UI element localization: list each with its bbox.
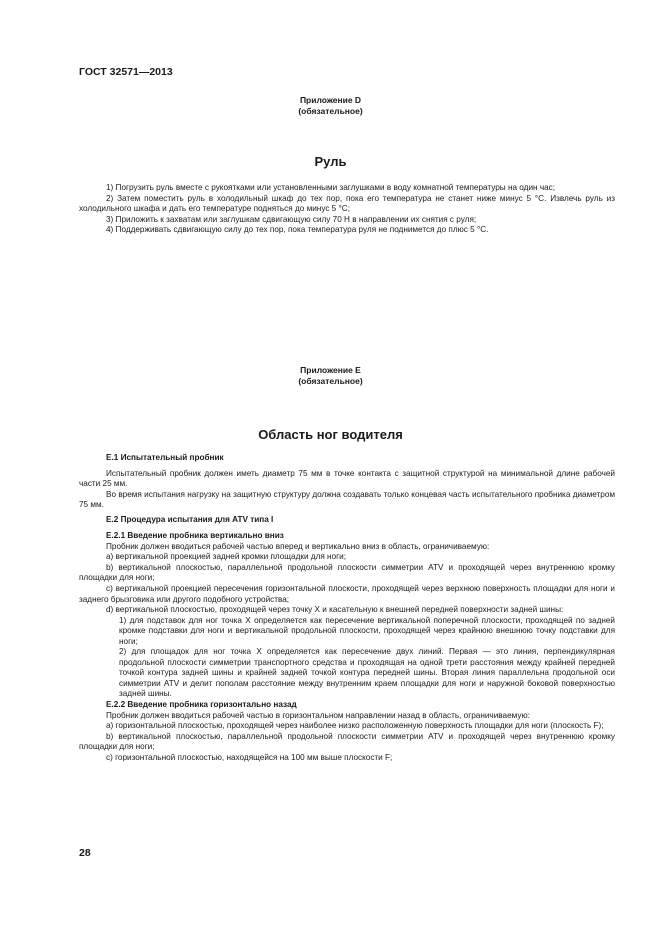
section-e21-item-d: d) вертикальной плоскостью, проходящей через точку X и касательную к внешней передней поверхности задней шины:: [106, 605, 564, 615]
section-e21-subitems: [79, 616, 615, 700]
appendix-e-title: Область ног водителя: [258, 427, 403, 442]
section-e1-heading: Е.1 Испытательный пробник: [106, 453, 224, 462]
section-e22-heading: Е.2.2 Введение пробника горизонтально назад: [106, 700, 297, 710]
appendix-d-heading: [0, 95, 661, 117]
appendix-d-body: [79, 183, 615, 236]
appendix-e-body: [79, 453, 615, 763]
appendix-e-heading: [0, 365, 661, 387]
appendix-d-step-3: 3) Приложить к захватам или заглушкам сдвигающую силу 70 Н в направлении их снятия с руля;: [106, 214, 477, 224]
appendix-e-label: Приложение Е: [300, 365, 361, 375]
section-e21-item-d1: 1) для подставок для ног точка X определяется как пересечение вертикальной поперечной плоскости, проходящей по задней кромке подставки для ноги и вертикальной продольной плоскости, проходящей через крайнюю внешнюю точку подставки для ноги;: [119, 615, 615, 646]
appendix-d-step-1: 1) Погрузить руль вместе с рукоятками или установленными заглушками в воду комнатной температуры на один час;: [106, 183, 556, 192]
section-e21-item-a: а) вертикальной проекцией задней кромки площадки для ноги;: [106, 552, 346, 562]
section-e2-heading: Е.2 Процедура испытания для ATV типа I: [106, 514, 274, 524]
section-e21-intro: Пробник должен вводиться рабочей частью вперед и вертикально вниз в область, ограничиваемую:: [106, 541, 490, 551]
section-e21-item-d2: 2) для площадок для ног точка X определяется как пересечение двух линий. Первая — это линия, перпендикулярная продольной плоскости симметрии транспортного средства и проходящая на одной трети расстояния между крайней передней точкой контура задней шины и крайней задней точкой контура передней шины. Вторая линия параллельна продольной оси симметрии ATV и делит пополам расстояние между внутренним краем площадки для ноги и наружной боковой поверхностью задней шины.: [119, 647, 615, 699]
section-e21-heading: Е.2.1 Введение пробника вертикально вниз: [106, 531, 284, 541]
appendix-d-title: Руль: [314, 154, 347, 169]
document-header: ГОСТ 32571—2013: [79, 66, 173, 78]
appendix-d-step-4: 4) Поддерживать сдвигающую силу до тех пор, пока температура руля не поднимется до плюс 5 °С.: [106, 225, 489, 235]
section-e22-item-b: b) вертикальной плоскостью, параллельной продольной плоскости симметрии ATV и проходящей через внутреннюю кромку площадки для ноги;: [79, 731, 615, 752]
section-e22-item-a: а) горизонтальной плоскостью, проходящей через наиболее низко расположенную поверхность площадки для ноги (плоскость F);: [106, 721, 604, 731]
section-e1-paragraph-1: Испытательный пробник должен иметь диаметр 75 мм в точке контакта с защитной структурой на минимальной длине рабочей части 25 мм.: [79, 468, 615, 489]
appendix-d-step-2: 2) Затем поместить руль в холодильный шкаф до тех пор, пока его температура не станет ниже минус 5 °С. Извлечь руль из холодильного шкафа и дать его температуре подняться до минус 5 °С;: [79, 193, 615, 214]
appendix-d-label: Приложение D: [299, 95, 362, 105]
section-e22-item-c: с) горизонтальной плоскостью, находящейся на 100 мм выше плоскости F;: [106, 752, 393, 762]
page-number: 28: [79, 847, 91, 859]
section-e22-intro: Пробник должен вводиться рабочей частью в горизонтальном направлении назад в область, ограничиваемую:: [106, 710, 530, 720]
appendix-d-status: (обязательное): [298, 106, 363, 116]
section-e21-item-c: с) вертикальной проекцией пересечения горизонтальной плоскости, проходящей через верхнюю поверхность площадки для ноги и заднего брызговика или другого подобного устройства;: [79, 584, 615, 604]
appendix-e-status: (обязательное): [298, 376, 363, 386]
section-e21-item-b: b) вертикальной плоскостью, параллельной продольной плоскости симметрии ATV и проходящей через внутреннюю кромку площадки для ноги;: [79, 562, 615, 583]
section-e1-paragraph-2: Во время испытания нагрузку на защитную структуру должна создавать только концевая часть испытательного пробника диаметром 75 мм.: [79, 489, 615, 510]
